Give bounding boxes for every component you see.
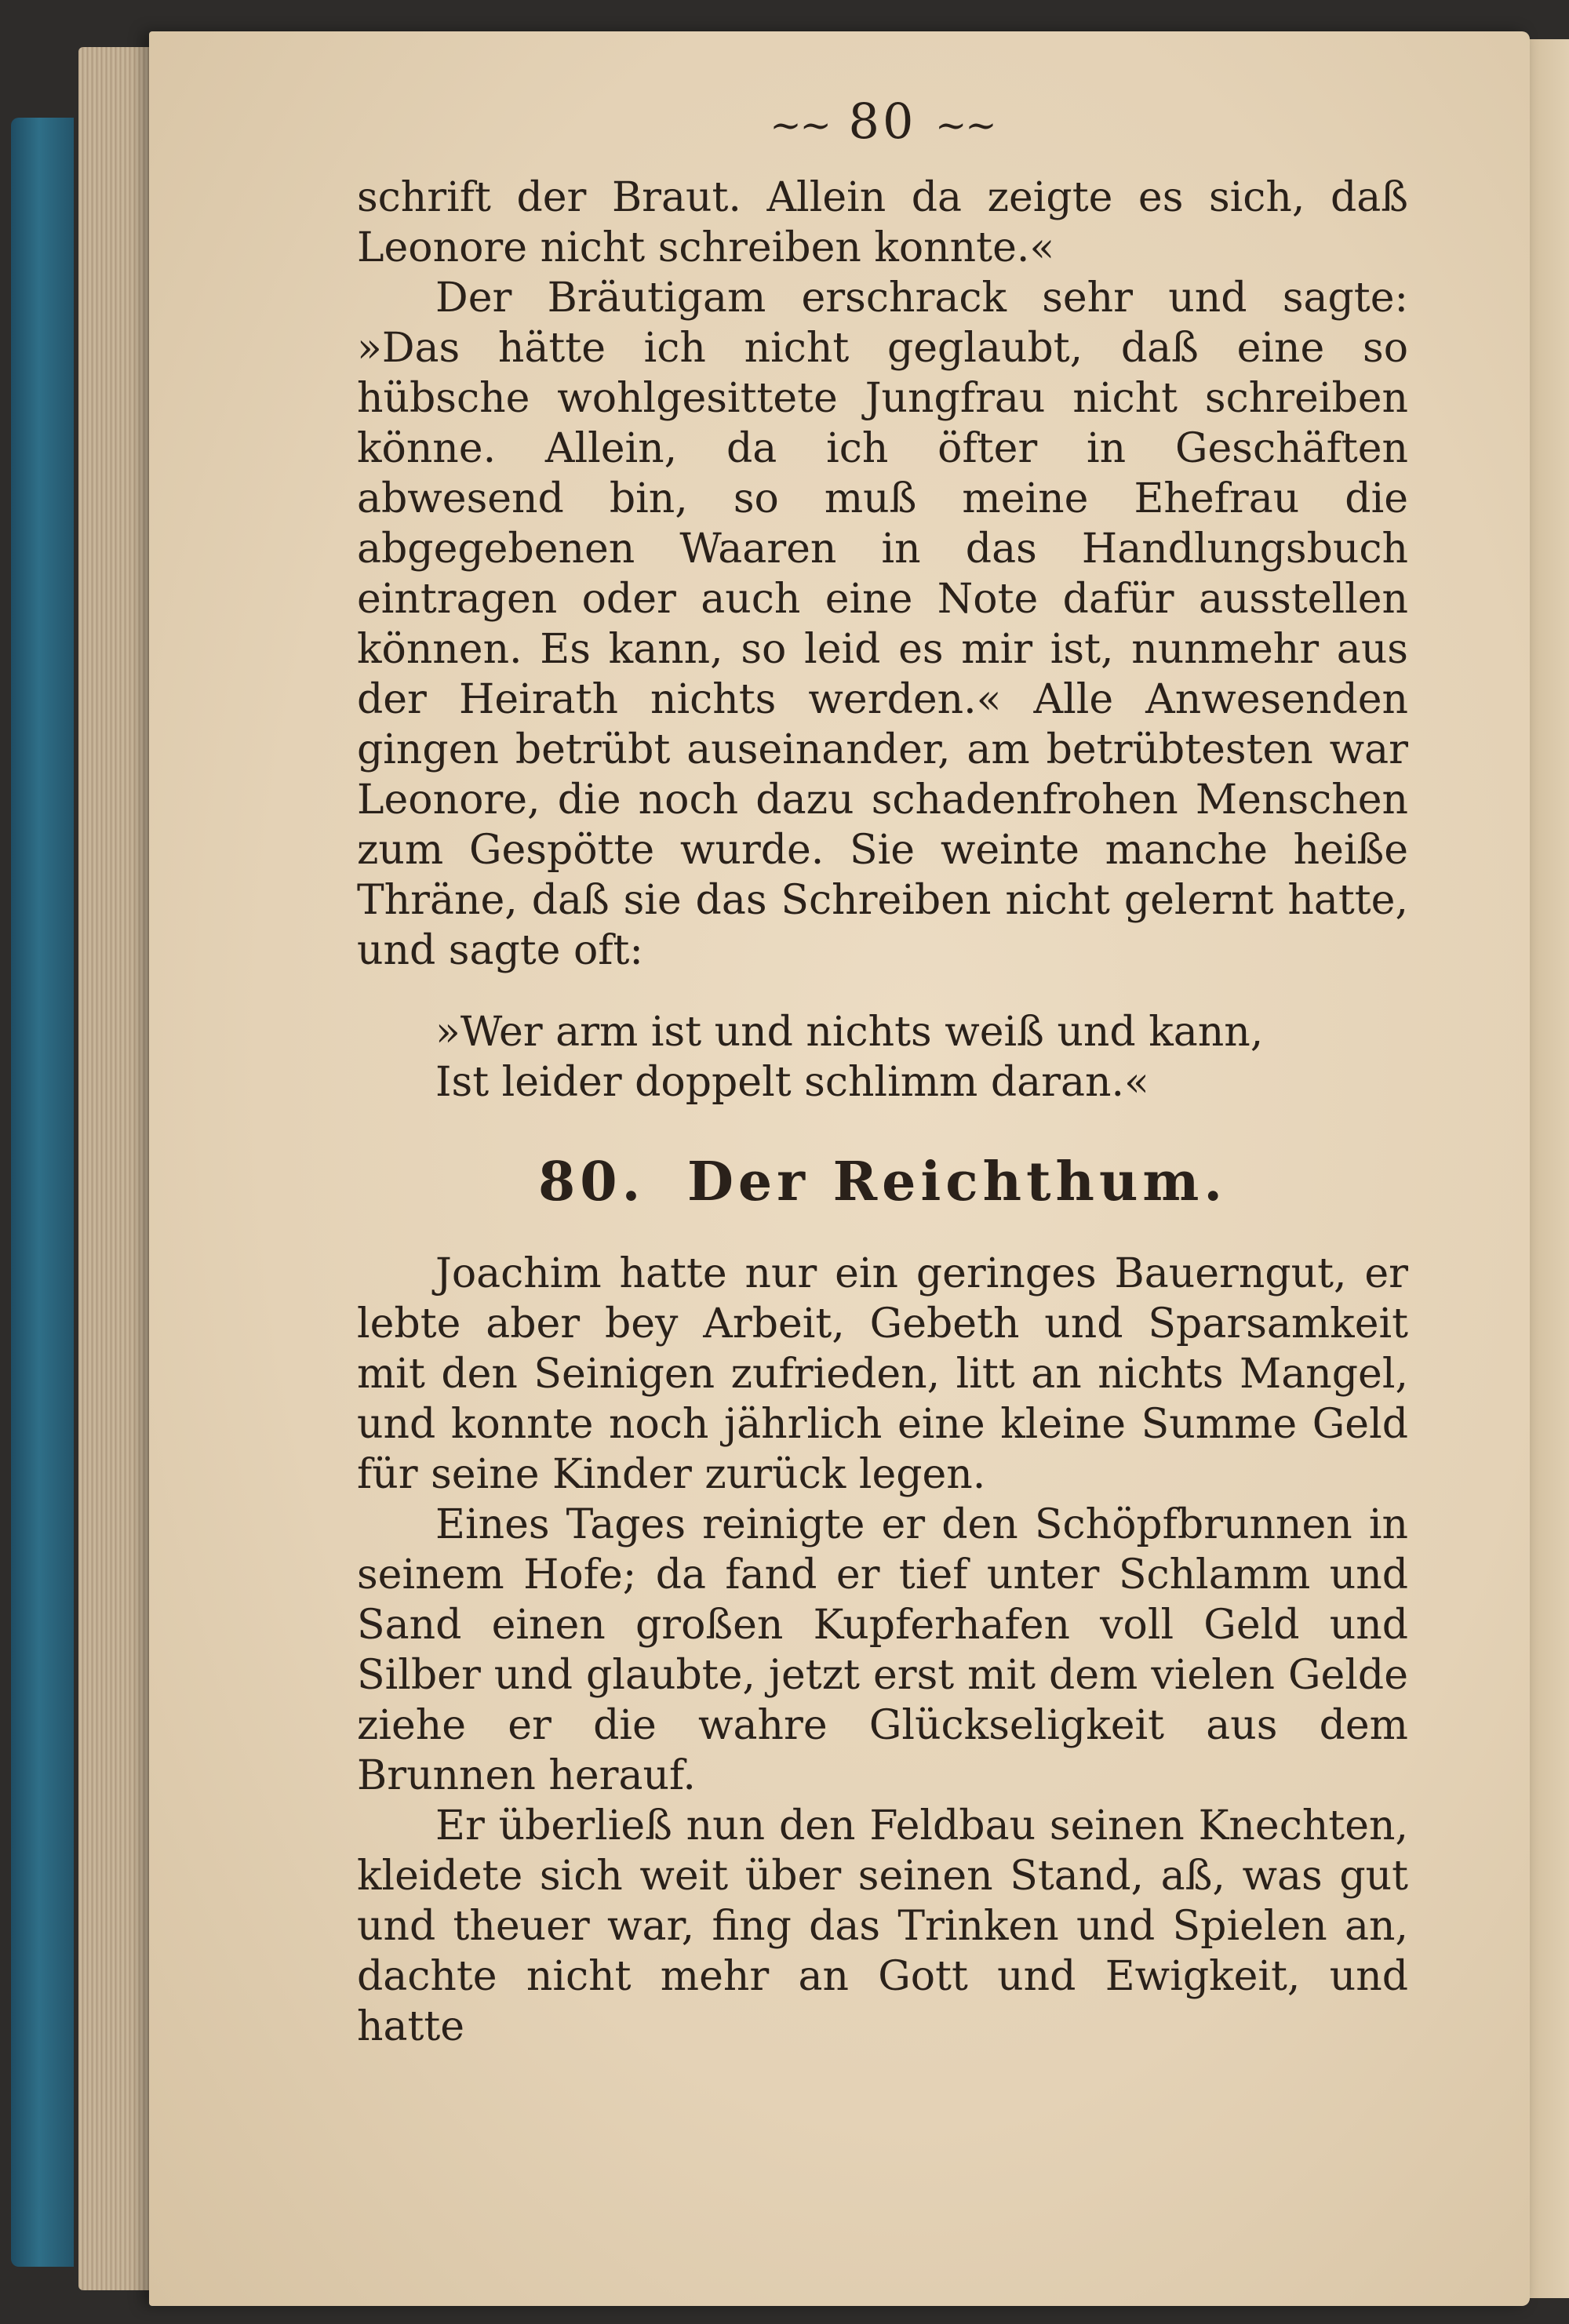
paragraph: Joachim hatte nur ein geringes Bauerngut, er lebte aber bey Arbeit, Gebeth und Sparsamkeit mit den Seinigen zufrieden, litt an nichts Mangel, und konnte noch jährlich eine kleine Summe Geld für seine Kinder zurück legen.: [357, 1250, 1408, 1498]
paragraph: Er überließ nun den Feldbau seinen Knechten, kleidete sich weit über seinen Stand, aß, was gut und theuer war, fing das Trinken und Spielen an, dachte nicht mehr an Gott und Ewigkeit, und hatte: [357, 1802, 1408, 2050]
page-header: [357, 90, 1408, 157]
section-number: 80.: [537, 1151, 646, 1213]
header-ornament-left: ~~: [770, 104, 830, 147]
section-heading: [357, 1147, 1408, 1217]
section-title: Der Reichthum.: [686, 1151, 1228, 1213]
paragraph: schrift der Braut. Allein da zeigte es sich, daß Leonore nicht schreiben konnte.«: [357, 174, 1408, 271]
page-text: [357, 90, 1408, 2052]
verse-line: Ist leider doppelt schlimm daran.«: [435, 1059, 1149, 1106]
book-spine: [11, 118, 74, 2267]
paragraph: Der Bräutigam erschrack sehr und sagte: »Das hätte ich nicht geglaubt, daß eine so hübsche wohlgesittete Jungfrau nicht schreiben könne. Allein, da ich öfter in Geschäften abwesend bin, so muß meine Ehefrau die abgegebenen Waaren in das Handlungsbuch eintragen oder auch eine Note dafür ausstellen können. Es kann, so leid es mir ist, nunmehr aus der Heirath nichts werden.« Alle Anwesenden gingen betrübt auseinander, am betrübtesten war Leonore, die noch dazu schadenfrohen Menschen zum Gespötte wurde. Sie weinte manche heiße Thräne, daß sie das Schreiben nicht gelernt hatte, und sagte oft:: [357, 275, 1408, 974]
verse-line: »Wer arm ist und nichts weiß und kann,: [435, 1009, 1264, 1056]
header-ornament-right: ~~: [935, 104, 996, 147]
page-number: 80: [848, 93, 917, 150]
paragraph: Eines Tages reinigte er den Schöpfbrunnen in seinem Hofe; da fand er tief unter Schlamm und Sand einen großen Kupferhafen voll Geld und Silber und glaubte, jetzt erst mit dem vielen Gelde ziehe er die wahre Glückseligkeit aus dem Brunnen herauf.: [357, 1501, 1408, 1799]
verse: [435, 1007, 1408, 1107]
